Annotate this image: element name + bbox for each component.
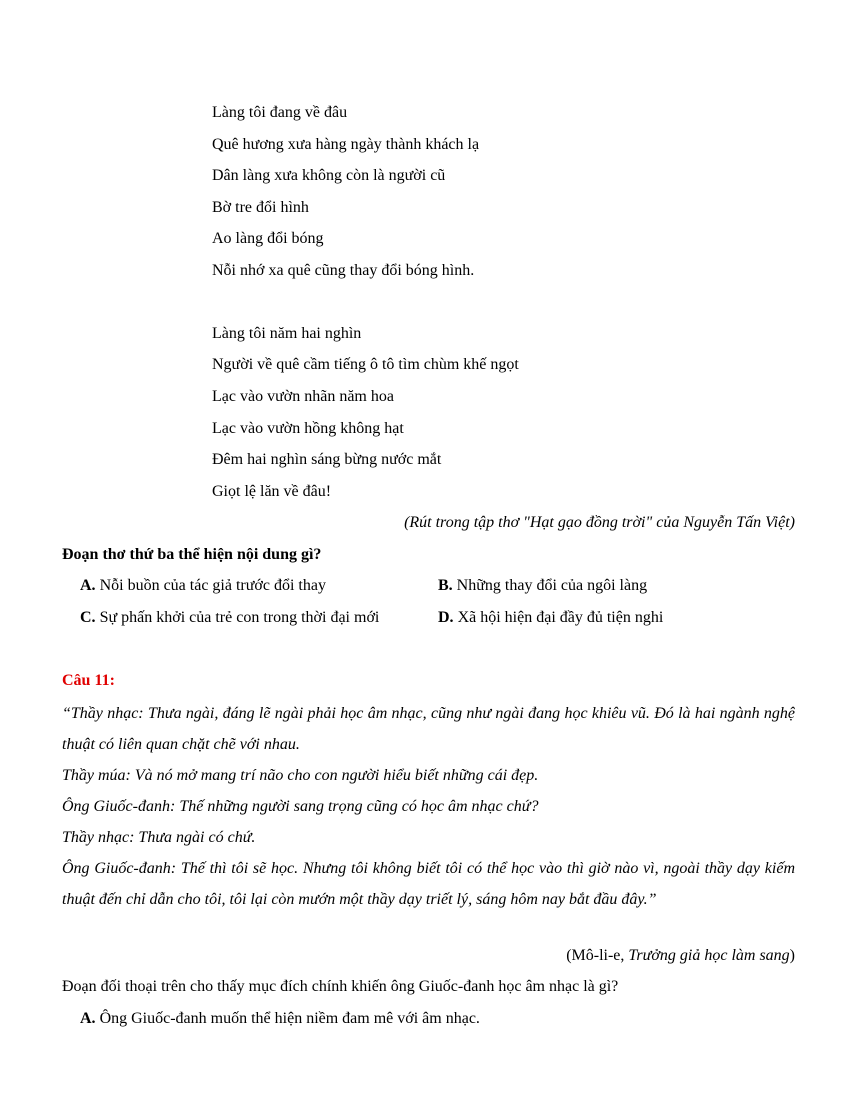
question-10: Đoạn thơ thứ ba thể hiện nội dung gì? xyxy=(62,546,322,563)
attribution-work: Trưởng giả học làm sang xyxy=(628,947,790,964)
poem-line: Nỗi nhớ xa quê cũng thay đổi bóng hình. xyxy=(212,262,475,279)
option-letter: B. xyxy=(438,577,453,594)
option-b xyxy=(438,576,647,596)
dialog-line: Thầy múa: Và nó mở mang trí não cho con người hiểu biết những cái đẹp. xyxy=(62,767,539,784)
option-a xyxy=(80,576,326,596)
option-letter: A. xyxy=(80,577,96,594)
option-a xyxy=(80,1009,480,1029)
dialog-line: “Thầy nhạc: Thưa ngài, đáng lẽ ngài phải học âm nhạc, cũng như ngài đang học khiêu vũ. Đó là hai ngành nghệ thuật có liên quan chặt chẽ với nhau. xyxy=(62,705,795,753)
poem-line: Làng tôi đang về đâu xyxy=(212,104,348,121)
poem-line: Dân làng xưa không còn là người cũ xyxy=(212,167,446,184)
dialog-attribution xyxy=(566,946,795,966)
poem-line: Làng tôi năm hai nghìn xyxy=(212,325,362,342)
option-c xyxy=(80,608,379,628)
poem-line: Lạc vào vườn nhãn năm hoa xyxy=(212,388,394,405)
option-letter: C. xyxy=(80,609,96,626)
option-letter: D. xyxy=(438,609,454,626)
option-text: Những thay đổi của ngôi làng xyxy=(452,577,648,594)
attribution-close: ) xyxy=(789,947,795,964)
poem-line: Người về quê cầm tiếng ô tô tìm chùm khế ngọt xyxy=(212,356,519,373)
option-letter: A. xyxy=(80,1010,96,1027)
poem-line: Quê hương xưa hàng ngày thành khách lạ xyxy=(212,136,480,153)
poem-line: Bờ tre đổi hình xyxy=(212,199,309,216)
attribution-author: (Mô-li-e, xyxy=(566,947,629,964)
poem-source: (Rút trong tập thơ "Hạt gạo đồng trời" của Nguyễn Tấn Việt) xyxy=(404,514,795,531)
option-text: Sự phấn khởi của trẻ con trong thời đại mới xyxy=(95,609,380,626)
option-d xyxy=(438,608,663,628)
poem-line: Lạc vào vườn hồng không hạt xyxy=(212,420,404,437)
dialog-line: Ông Giuốc-đanh: Thế những người sang trọng cũng có học âm nhạc chứ? xyxy=(62,798,539,815)
question-11-heading: Câu 11: xyxy=(62,672,115,689)
dialog-line: Ông Giuốc-đanh: Thế thì tôi sẽ học. Nhưng tôi không biết tôi có thể học vào thì giờ nào vì, ngoài thầy dạy kiếm thuật đến chỉ dẫn cho tôi, tôi lại còn mướn một thầy dạy triết lý, sáng hôm nay bắt đầu đây.” xyxy=(62,860,795,908)
poem-line: Giọt lệ lăn về đâu! xyxy=(212,483,332,500)
poem-line: Ao làng đổi bóng xyxy=(212,230,324,247)
option-text: Ông Giuốc-đanh muốn thể hiện niềm đam mê với âm nhạc. xyxy=(95,1010,480,1027)
poem-line: Đêm hai nghìn sáng bừng nước mắt xyxy=(212,451,442,468)
option-text: Xã hội hiện đại đầy đủ tiện nghi xyxy=(453,609,664,626)
dialog-line: Thầy nhạc: Thưa ngài có chứ. xyxy=(62,829,256,846)
option-text: Nỗi buồn của tác giả trước đổi thay xyxy=(95,577,326,594)
question-11: Đoạn đối thoại trên cho thấy mục đích chính khiến ông Giuốc-đanh học âm nhạc là gì? xyxy=(62,978,619,995)
dialog-excerpt xyxy=(62,698,795,915)
